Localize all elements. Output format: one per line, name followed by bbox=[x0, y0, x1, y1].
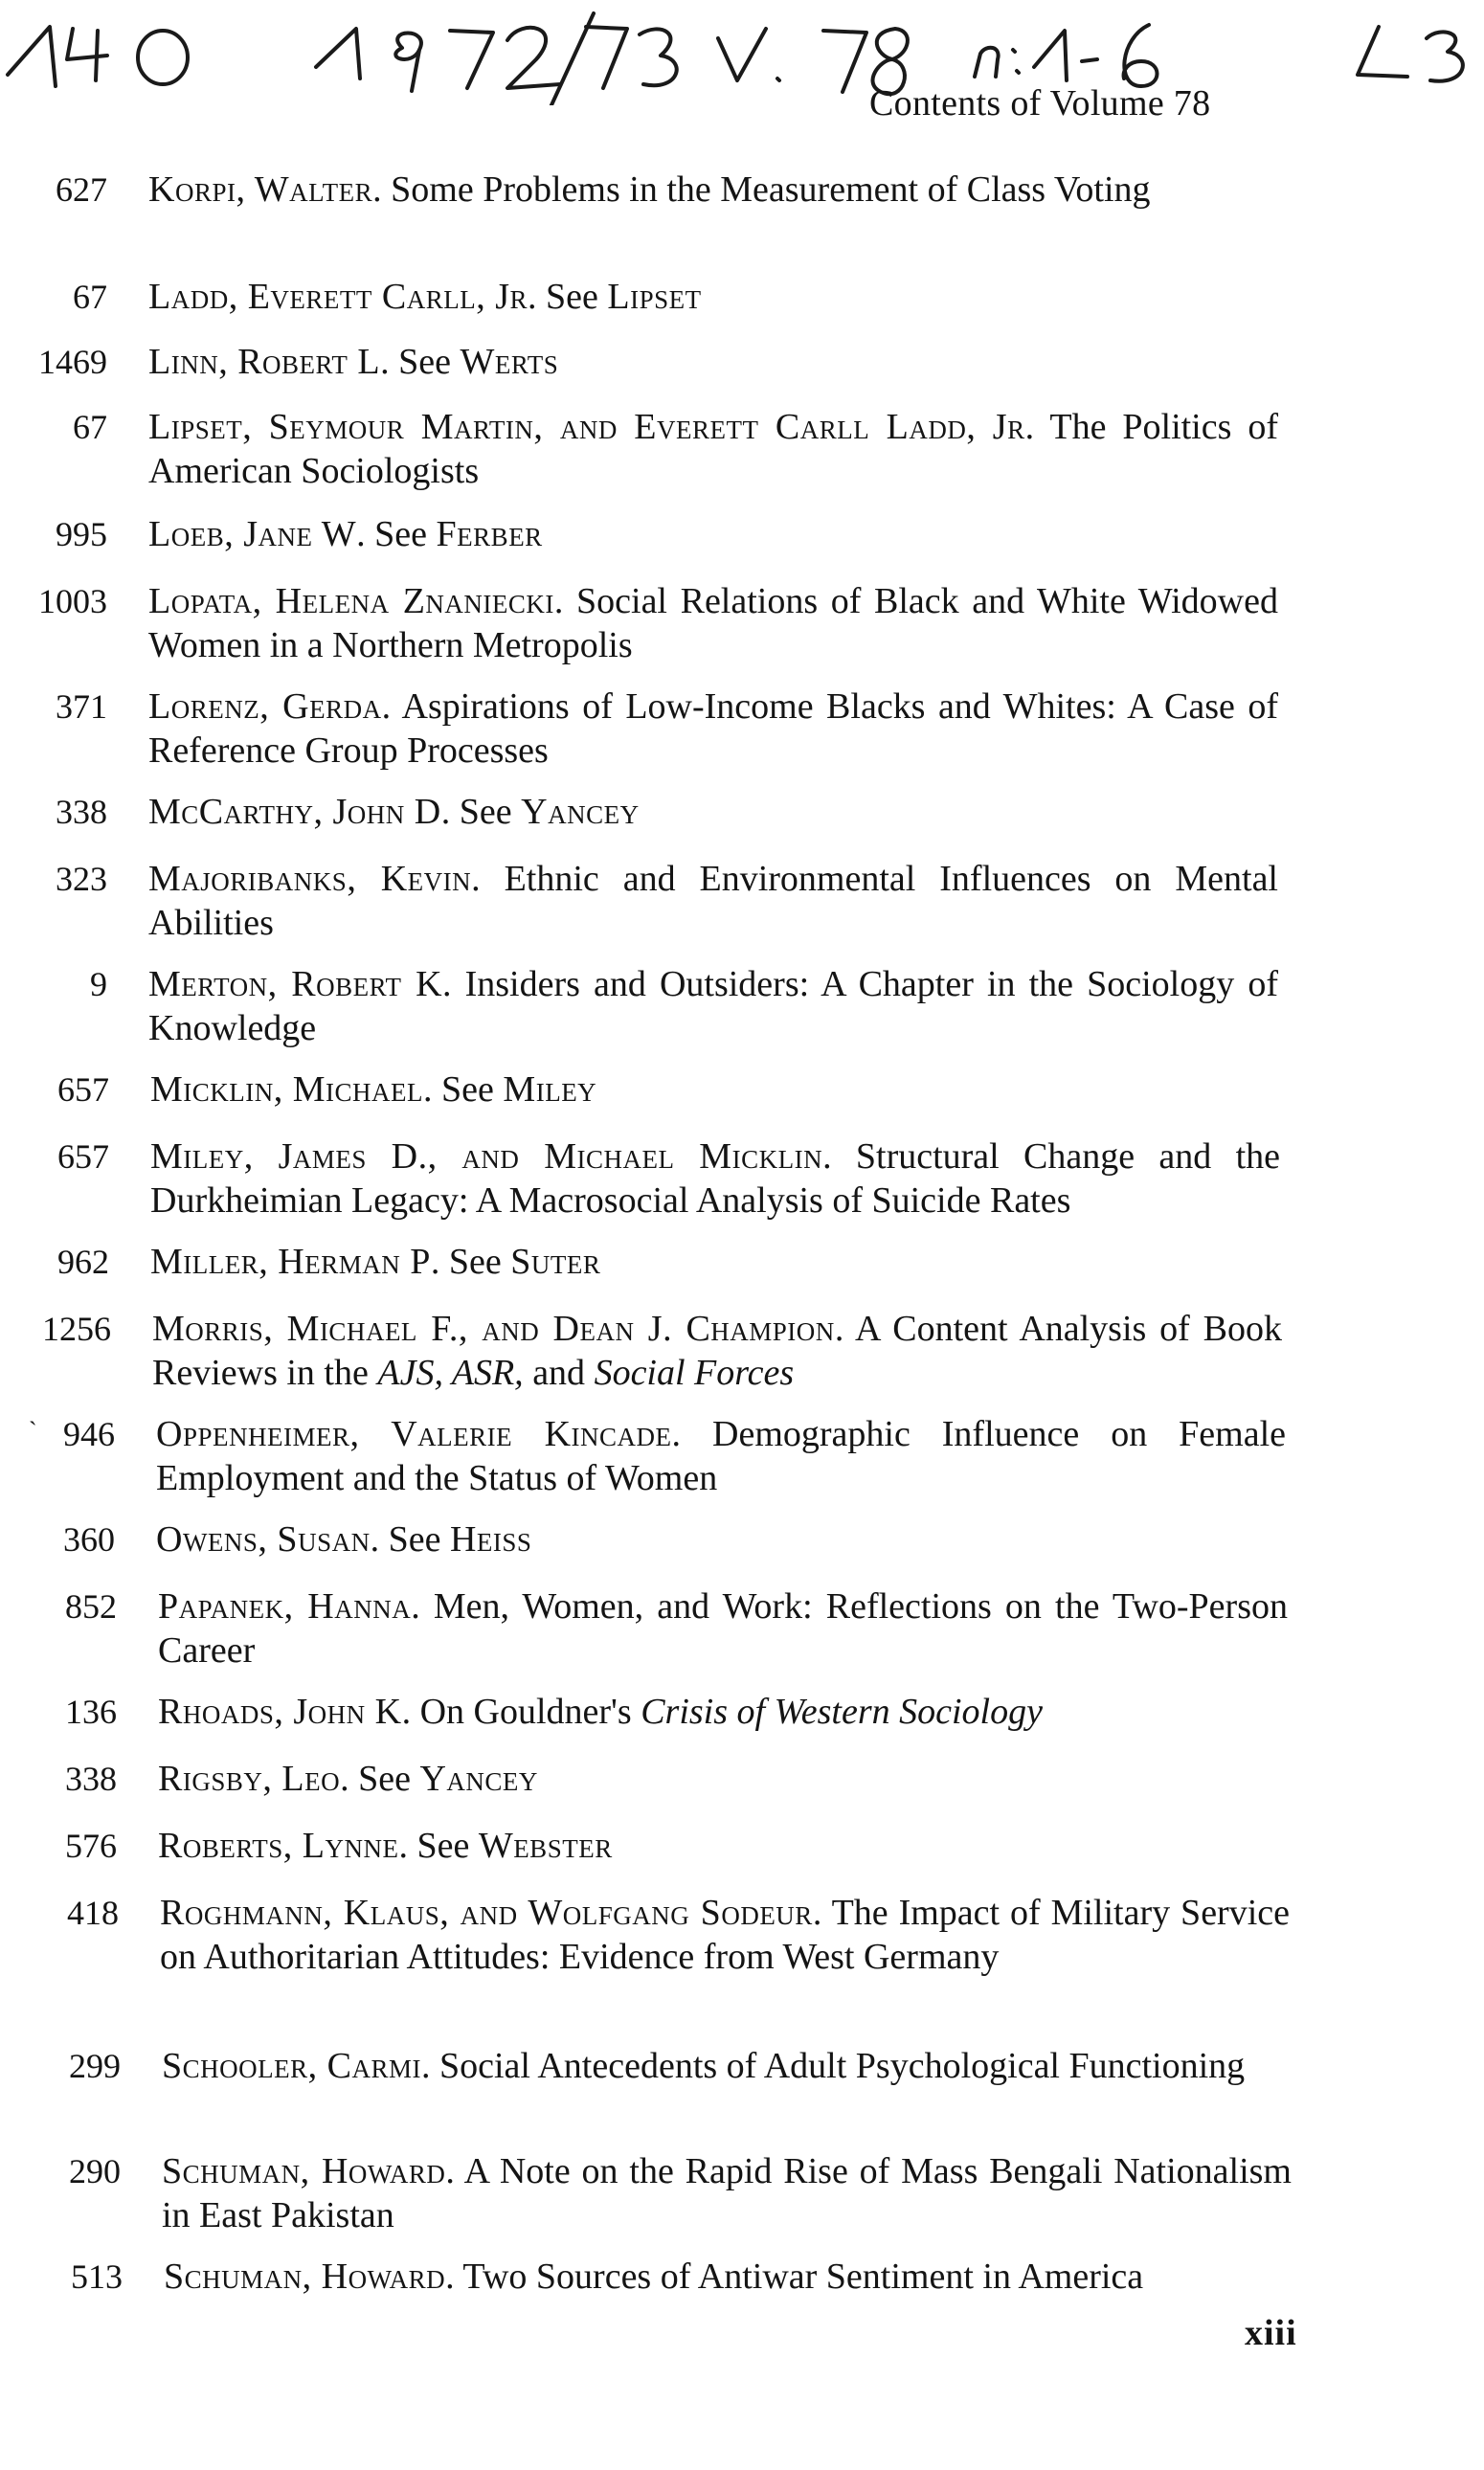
entry-title-text: . Some Problems in the Measurement of Class Voting bbox=[372, 169, 1151, 210]
author-name: Merton, Robert K bbox=[148, 964, 443, 1004]
entry-title-text: . See bbox=[528, 277, 608, 317]
entry-citation bbox=[148, 405, 1278, 493]
entry-page-number: 1256 bbox=[42, 1310, 111, 1348]
author-name: Lipset bbox=[607, 277, 702, 317]
entry-citation bbox=[148, 579, 1278, 667]
author-name: Lorenz, Gerda bbox=[148, 686, 382, 727]
author-name: Micklin, Michael bbox=[150, 1069, 424, 1110]
entry-title-text: . Two Sources of Antiwar Sentiment in America bbox=[445, 2257, 1144, 2297]
author-name: Roberts, Lynne bbox=[158, 1826, 399, 1866]
author-name: Rigsby, Leo bbox=[158, 1759, 341, 1799]
entry-title-text: . Social Relations of Black and White Widowed Women in a Northern Metropolis bbox=[148, 581, 1278, 665]
entry-title-text: . A Content Analysis of Book Reviews in the bbox=[152, 1309, 1283, 1393]
entry-page-number: 657 bbox=[57, 1137, 109, 1176]
entry-title-text: . Social Antecedents of Adult Psychological Functioning bbox=[420, 2046, 1246, 2086]
entry-citation bbox=[158, 1584, 1288, 1673]
author-name: Yancey bbox=[521, 792, 640, 832]
entry-citation bbox=[150, 1067, 1280, 1112]
author-name: Miley, James D., and Michael Micklin bbox=[150, 1136, 823, 1177]
entry-citation bbox=[162, 2044, 1292, 2088]
entry-citation bbox=[148, 168, 1278, 212]
italic-title: Social Forces bbox=[594, 1353, 795, 1393]
entry-page-number: 418 bbox=[67, 1894, 119, 1932]
entry-citation bbox=[152, 1307, 1282, 1395]
entry-citation bbox=[148, 962, 1278, 1050]
entry-citation bbox=[148, 857, 1278, 945]
author-name: Linn, Robert L bbox=[148, 342, 381, 382]
entry-citation bbox=[148, 685, 1278, 773]
entry-title-text: . Aspirations of Low-Income Blacks and Whites: A Case of Reference Group Processes bbox=[148, 686, 1278, 771]
entry-citation bbox=[148, 275, 1278, 319]
entry-citation bbox=[164, 2255, 1293, 2299]
page-folio: xiii bbox=[1245, 2313, 1297, 2353]
author-name: Ladd, Everett Carll, Jr bbox=[148, 277, 528, 317]
entry-title-text: . See bbox=[380, 342, 461, 382]
author-name: Schooler, Carmi bbox=[162, 2046, 421, 2086]
entry-citation bbox=[150, 1240, 1280, 1284]
entry-citation bbox=[158, 1690, 1288, 1734]
entry-citation bbox=[160, 1891, 1290, 1979]
author-name: Morris, Michael F., and Dean J. Champion bbox=[152, 1309, 835, 1349]
italic-title: Crisis of Western Sociology bbox=[641, 1692, 1043, 1732]
entry-page-number: 371 bbox=[56, 687, 107, 726]
entry-title-text: . The Politics of American Sociologists bbox=[148, 407, 1278, 491]
entry-title-text: and bbox=[523, 1353, 595, 1393]
entry-page-number: 1003 bbox=[38, 582, 107, 620]
author-name: McCarthy, John D bbox=[148, 792, 441, 832]
author-name: Owens, Susan bbox=[156, 1519, 371, 1560]
author-name: Korpi, Walter bbox=[148, 169, 373, 210]
entry-page-number: 67 bbox=[73, 278, 107, 316]
entry-title-text: . Ethnic and Environmental Influences on Mental Abilities bbox=[148, 859, 1278, 943]
entry-title-text: . The Impact of Military Service on Authoritarian Attitudes: Evidence from West Germany bbox=[160, 1893, 1291, 1977]
entry-page-number: 290 bbox=[69, 2152, 121, 2190]
entry-page-number: 1469 bbox=[38, 343, 107, 381]
entry-citation bbox=[162, 2149, 1292, 2237]
entry-title-text: . See bbox=[340, 1759, 420, 1799]
entry-citation bbox=[158, 1757, 1288, 1801]
entry-page-number: 136 bbox=[65, 1693, 117, 1731]
author-name: Yancey bbox=[419, 1759, 538, 1799]
entry-page-number: 962 bbox=[57, 1243, 109, 1281]
stray-mark: ˋ bbox=[29, 1417, 37, 1445]
entry-page-number: 852 bbox=[65, 1587, 117, 1626]
author-name: Schuman, Howard bbox=[162, 2151, 446, 2191]
entry-citation bbox=[156, 1517, 1286, 1561]
author-name: Loeb, Jane W bbox=[148, 514, 357, 554]
entry-page-number: 299 bbox=[69, 2047, 121, 2085]
entry-title-text: . See bbox=[430, 1242, 511, 1282]
entry-citation bbox=[148, 790, 1278, 834]
entry-page-number: 9 bbox=[90, 965, 107, 1003]
entry-title-text: . See bbox=[440, 792, 522, 832]
entry-page-number: 576 bbox=[65, 1827, 117, 1865]
author-name: Webster bbox=[478, 1826, 613, 1866]
entry-title-text: . See bbox=[370, 1519, 450, 1560]
author-name: Heiss bbox=[449, 1519, 532, 1560]
entry-page-number: 946 bbox=[63, 1415, 115, 1453]
author-name: Rhoads, John K bbox=[158, 1692, 402, 1732]
author-name: Werts bbox=[460, 342, 559, 382]
entry-page-number: 338 bbox=[56, 793, 107, 831]
entry-citation bbox=[150, 1134, 1280, 1223]
entry-page-number: 657 bbox=[57, 1070, 109, 1109]
entry-title-text: . Structural Change and the Durkheimian Legacy: A Macrosocial Analysis of Suicide Rates bbox=[150, 1136, 1281, 1221]
italic-title: AJS, ASR, bbox=[377, 1353, 524, 1393]
entry-page-number: 627 bbox=[56, 170, 107, 209]
entry-title-text: . See bbox=[398, 1826, 479, 1866]
author-name: Miller, Herman P bbox=[150, 1242, 431, 1282]
handwritten-annotation bbox=[0, 0, 1484, 105]
entry-page-number: 360 bbox=[63, 1520, 115, 1559]
entry-citation bbox=[156, 1412, 1286, 1500]
entry-title-text: . Insiders and Outsiders: A Chapter in the Sociology of Knowledge bbox=[148, 964, 1278, 1048]
entry-title-text: . Men, Women, and Work: Reflections on the Two-Person Career bbox=[158, 1586, 1288, 1671]
author-name: Oppenheimer, Valerie Kincade bbox=[156, 1414, 672, 1454]
entry-title-text: . A Note on the Rapid Rise of Mass Bengali Nationalism in East Pakistan bbox=[162, 2151, 1292, 2235]
entry-citation bbox=[148, 340, 1278, 384]
author-name: Papanek, Hanna bbox=[158, 1586, 412, 1627]
author-name: Lipset, Seymour Martin, and Everett Carll Ladd, Jr bbox=[148, 407, 1025, 447]
entry-page-number: 513 bbox=[71, 2257, 123, 2296]
entry-title-text: . See bbox=[423, 1069, 504, 1110]
entry-title-text: . Demographic Influence on Female Employment and the Status of Women bbox=[156, 1414, 1287, 1498]
author-name: Lopata, Helena Znaniecki bbox=[148, 581, 554, 621]
author-name: Ferber bbox=[436, 514, 543, 554]
entry-page-number: 67 bbox=[73, 408, 107, 446]
entry-page-number: 323 bbox=[56, 860, 107, 898]
entry-citation bbox=[158, 1824, 1288, 1868]
author-name: Roghmann, Klaus, and Wolfgang Sodeur bbox=[160, 1893, 813, 1933]
author-name: Majoribanks, Kevin bbox=[148, 859, 472, 899]
entry-page-number: 995 bbox=[56, 515, 107, 553]
running-head: Contents of Volume 78 bbox=[869, 83, 1211, 124]
entry-title-text: . See bbox=[356, 514, 437, 554]
entry-citation bbox=[148, 512, 1278, 556]
author-name: Miley bbox=[503, 1069, 597, 1110]
author-name: Schuman, Howard bbox=[164, 2257, 446, 2297]
entry-title-text: . On Gouldner's bbox=[401, 1692, 641, 1732]
entry-page-number: 338 bbox=[65, 1760, 117, 1798]
author-name: Suter bbox=[510, 1242, 601, 1282]
